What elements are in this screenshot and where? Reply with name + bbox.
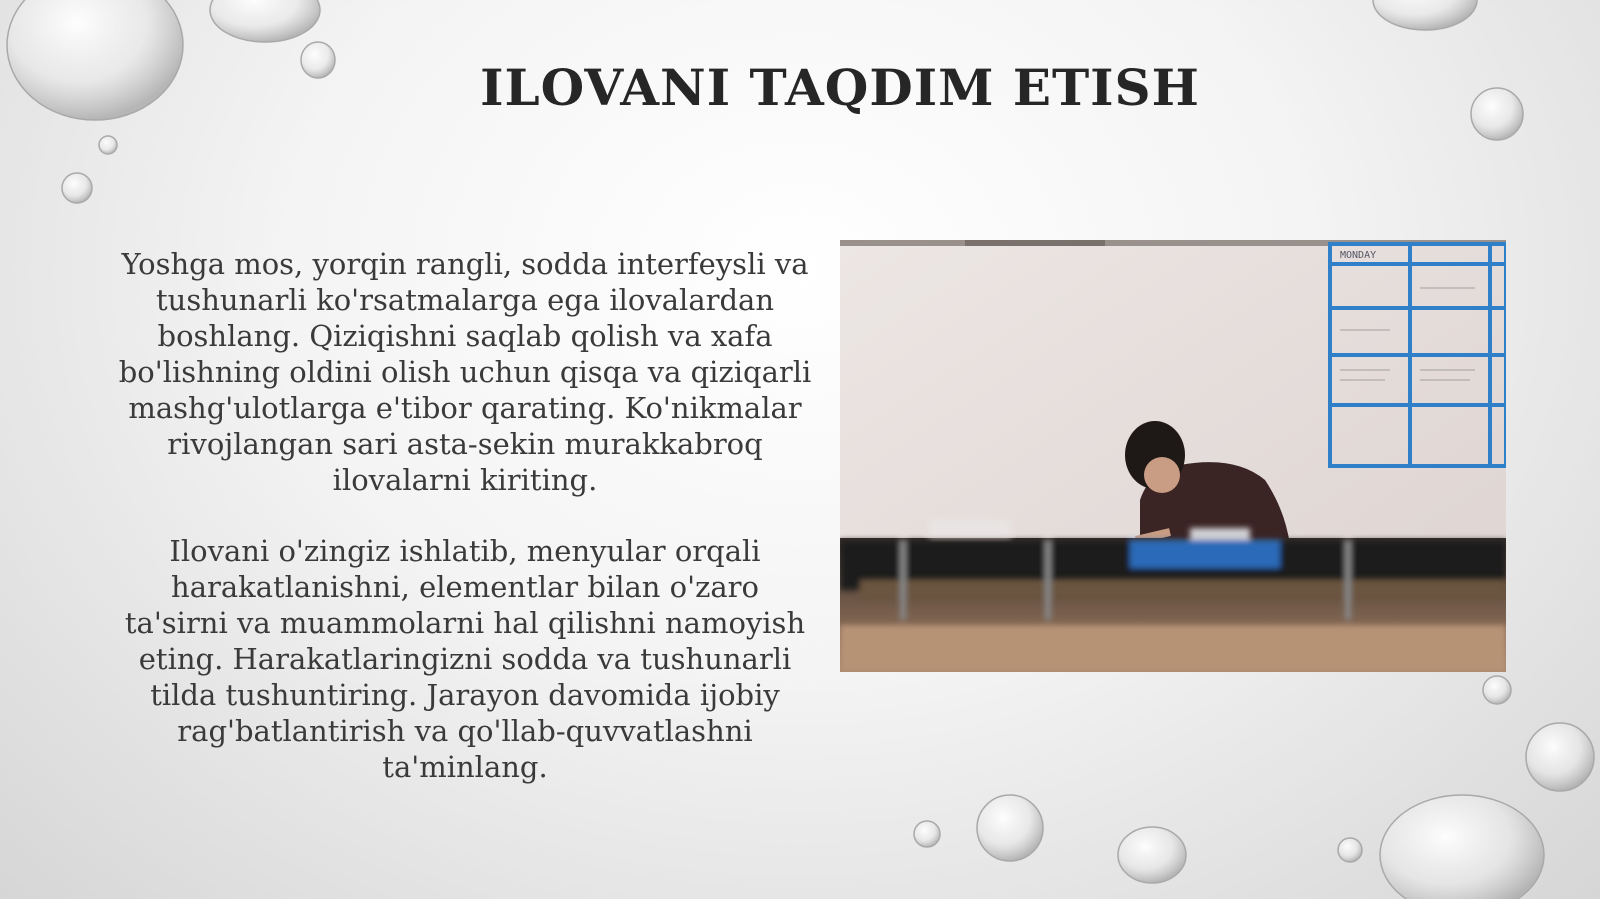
body-paragraph-1: Yoshga mos, yorqin rangli, sodda interfeysli va tushunarli ko'rsatmalarga ega ilovalardan boshlang. Qiziqishni saqlab qolish va xafa bo'lishning oldini olish uchun qisqa va qiziqarli mashg'ulotlarga e'tibor qarating. Ko'nikmalar rivojlangan sari asta-sekin murakkabroq ilovalarni kiriting. [118,247,812,497]
whiteboard-header: MONDAY [1340,250,1377,261]
slide-title: ILOVANI TAQDIM ETISH [480,58,1200,117]
body-paragraph-2: Ilovani o'zingiz ishlatib, menyular orqali harakatlanishni, elementlar bilan o'zaro ta'sirni va muammolarni hal qilishni namoyish eting. Harakatlaringizni sodda va tushunarli tilda tushuntiring. Jarayon davomida ijobiy rag'batlantirish va qo'llab-quvvatlashni ta'minlang. [124,534,806,784]
classroom-photo [840,240,1506,672]
